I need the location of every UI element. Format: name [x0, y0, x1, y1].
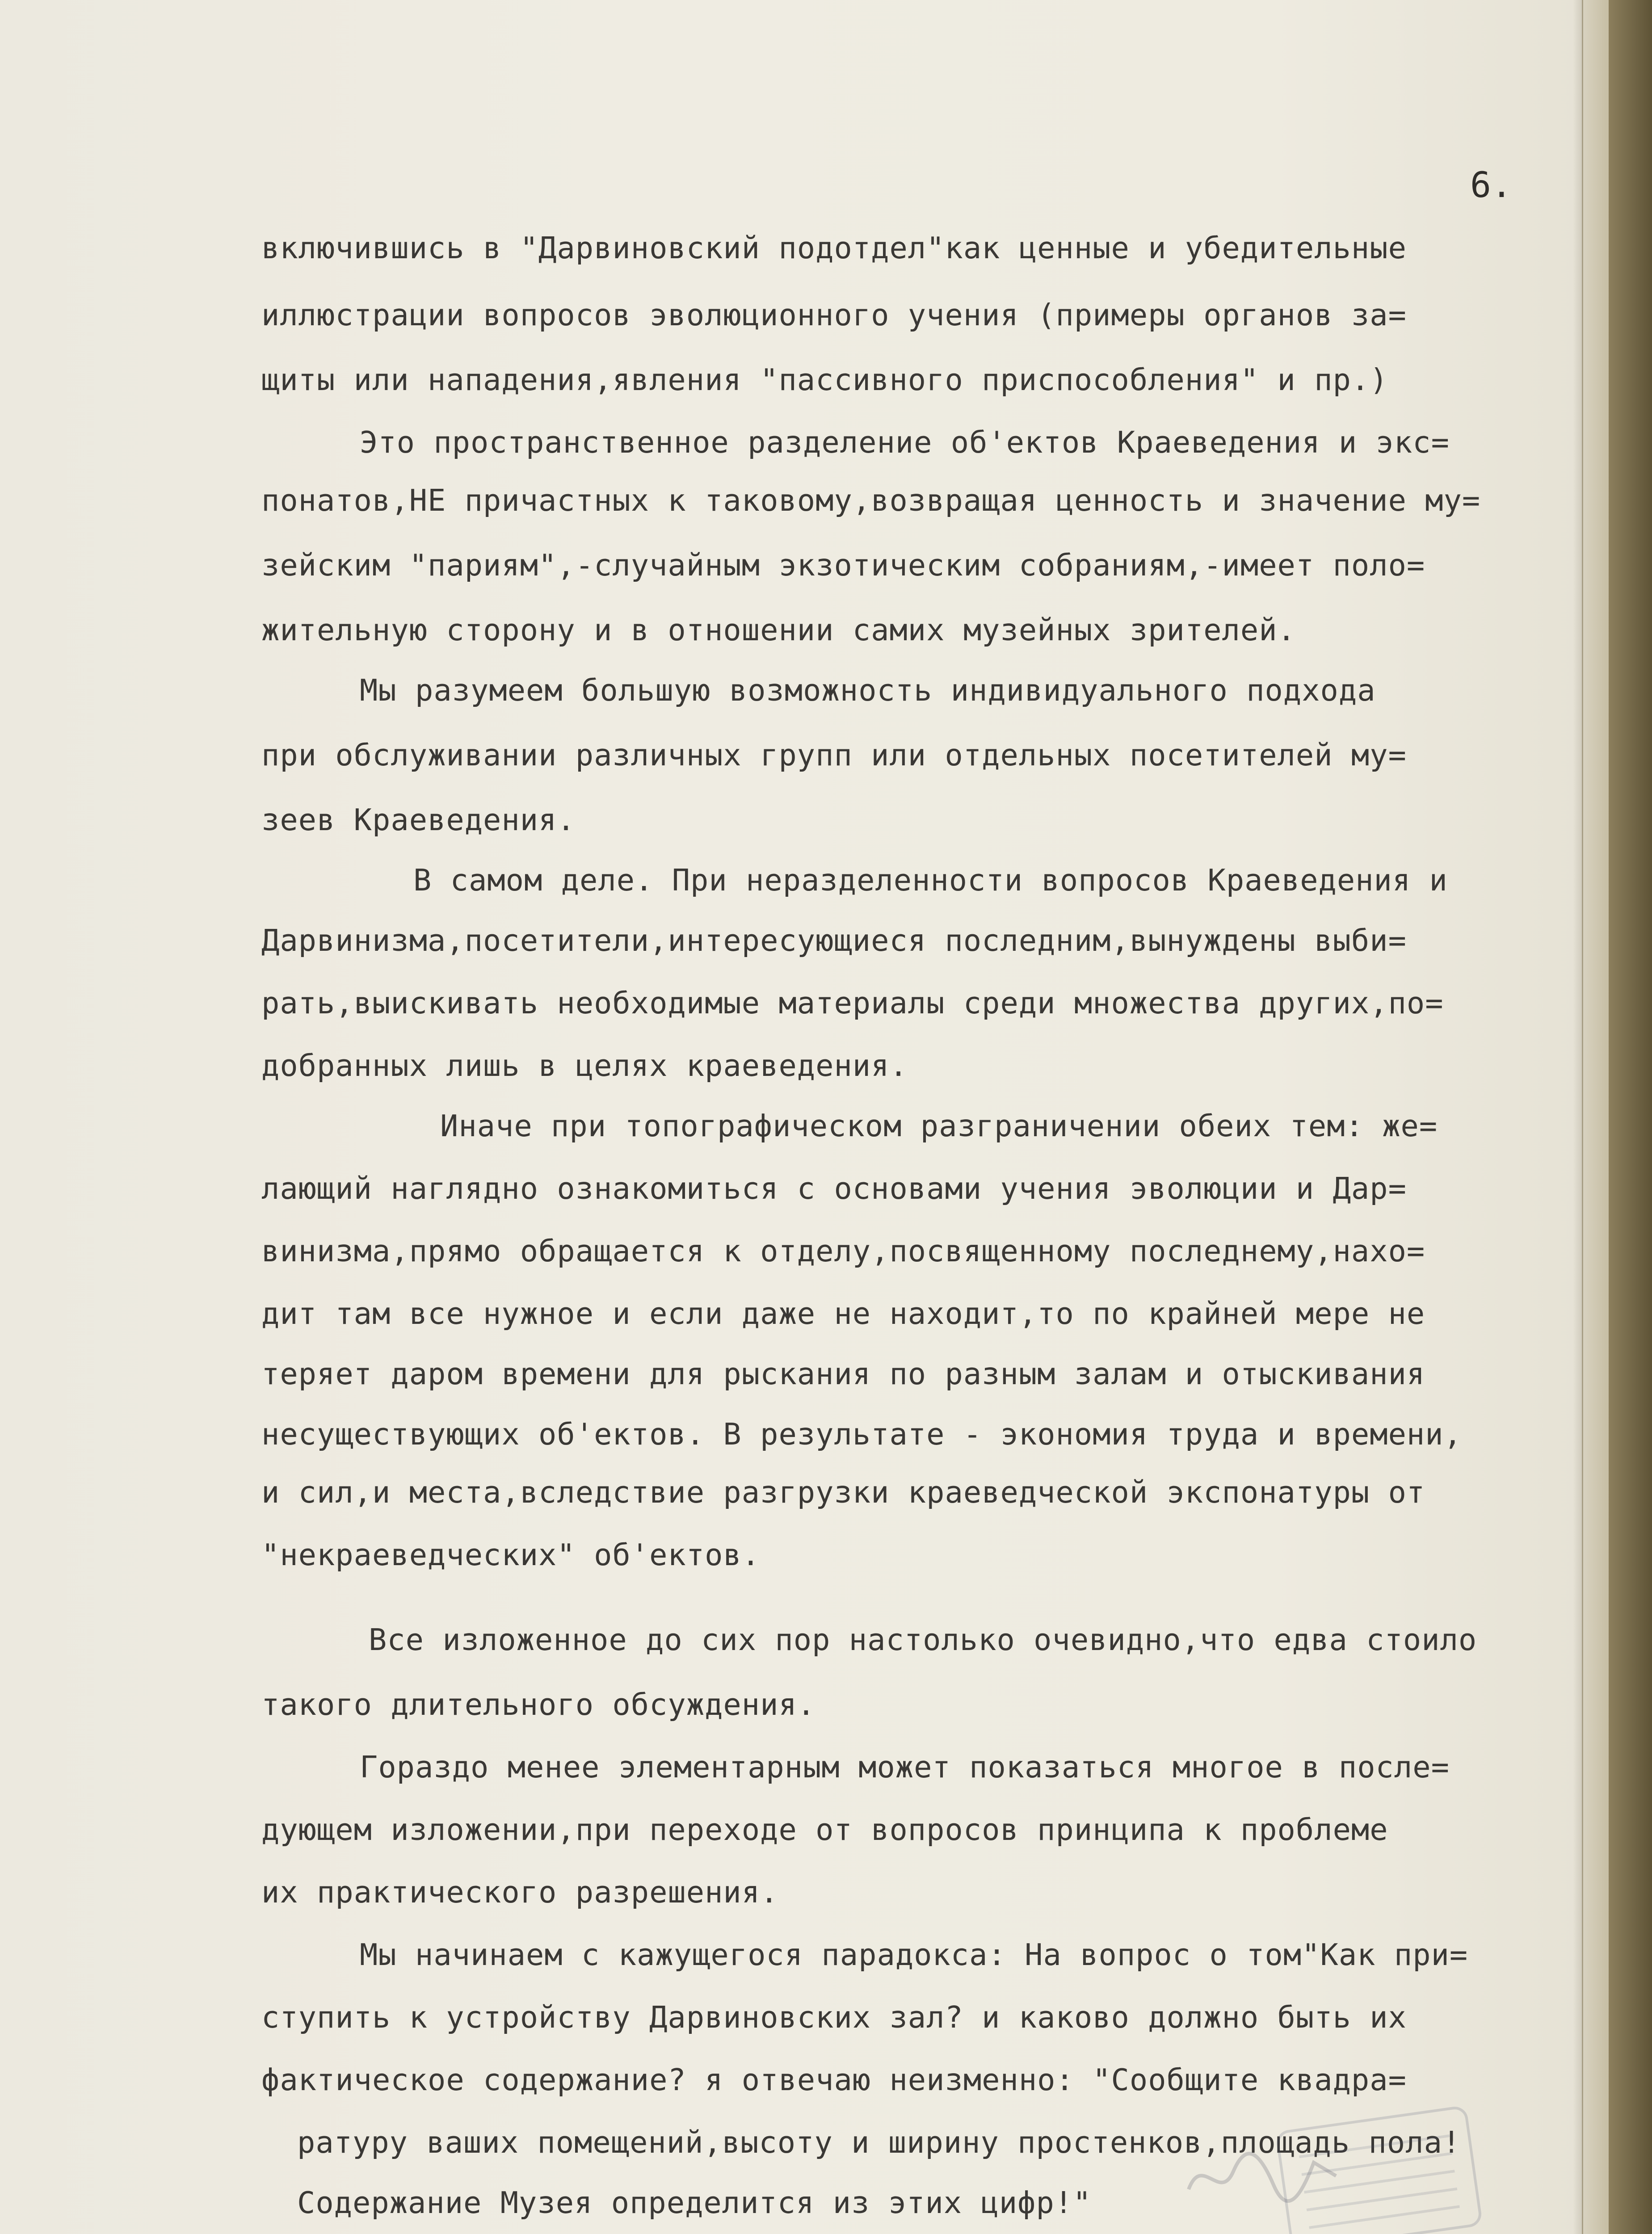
- text-line: винизма,прямо обращается к отделу,посвященному последнему,нахо=: [261, 1234, 1425, 1268]
- text-line: добранных лишь в целях краеведения.: [261, 1048, 908, 1083]
- text-line: теряет даром времени для рыскания по разным залам и отыскивания: [261, 1356, 1425, 1391]
- text-line: дующем изложении,при переходе от вопросов принципа к проблеме: [261, 1812, 1388, 1847]
- text-line: фактическое содержание? я отвечаю неизменно: "Сообщите квадра=: [261, 2062, 1407, 2097]
- text-line: Иначе при топографическом разграничении обеих тем: же=: [440, 1109, 1438, 1143]
- handwritten-mark: [1184, 2145, 1341, 2207]
- text-line: жительную сторону и в отношении самих музейных зрителей.: [261, 613, 1296, 647]
- text-line: несуществующих об'ектов. В результате - экономия труда и времени,: [261, 1417, 1462, 1452]
- text-line: их практического разрешения.: [261, 1875, 779, 1910]
- text-line: Это пространственное разделение об'ектов Краеведения и экс=: [360, 425, 1450, 460]
- binding-edge: [1609, 0, 1652, 2234]
- text-line: понатов,НЕ причастных к таковому,возвращая ценность и значение му=: [261, 483, 1481, 518]
- text-line: В самом деле. При неразделенности вопросов Краеведения и: [413, 863, 1448, 898]
- text-line: ратуру ваших помещений,высоту и ширину простенков,площадь пола!: [297, 2125, 1461, 2160]
- text-line: и сил,и места,вследствие разгрузки краеведческой экспонатуры от: [261, 1475, 1425, 1510]
- text-line: Мы начинаем с кажущегося парадокса: На вопрос о том"Как при=: [360, 1937, 1468, 1972]
- text-line: рать,выискивать необходимые материалы среди множества других,по=: [261, 986, 1444, 1020]
- text-line: Дарвинизма,посетители,интересующиеся последним,вынуждены выби=: [261, 923, 1407, 958]
- text-line: Мы разумеем большую возможность индивидуального подхода: [360, 673, 1376, 708]
- text-line: Содержание Музея определится из этих цифр!": [297, 2185, 1092, 2220]
- text-line: дит там все нужное и если даже не находит,то по крайней мере не: [261, 1296, 1425, 1331]
- text-line: зеев Краеведения.: [261, 802, 576, 837]
- text-line: зейским "париям",-случайным экзотическим собраниям,-имеет поло=: [261, 548, 1425, 583]
- page-number: 6.: [1470, 165, 1512, 206]
- text-line: иллюстрации вопросов эволюционного учения (примеры органов за=: [261, 298, 1407, 332]
- text-line: "некраеведческих" об'ектов.: [261, 1537, 761, 1572]
- text-line: такого длительного обсуждения.: [261, 1687, 816, 1722]
- text-line: ступить к устройству Дарвиновских зал? и каково должно быть их: [261, 2000, 1407, 2035]
- text-line: лающий наглядно ознакомиться с основами учения эволюции и Дар=: [261, 1171, 1407, 1206]
- text-line: включившись в "Дарвиновский подотдел"как ценные и убедительные: [261, 231, 1407, 265]
- text-line: щиты или нападения,явления "пассивного приспособления" и пр.): [261, 362, 1388, 397]
- text-line: Все изложенное до сих пор настолько очевидно,что едва стоило: [369, 1622, 1477, 1657]
- text-line: Гораздо менее элементарным может показаться многое в после=: [360, 1750, 1450, 1785]
- text-line: при обслуживании различных групп или отдельных посетителей му=: [261, 738, 1407, 773]
